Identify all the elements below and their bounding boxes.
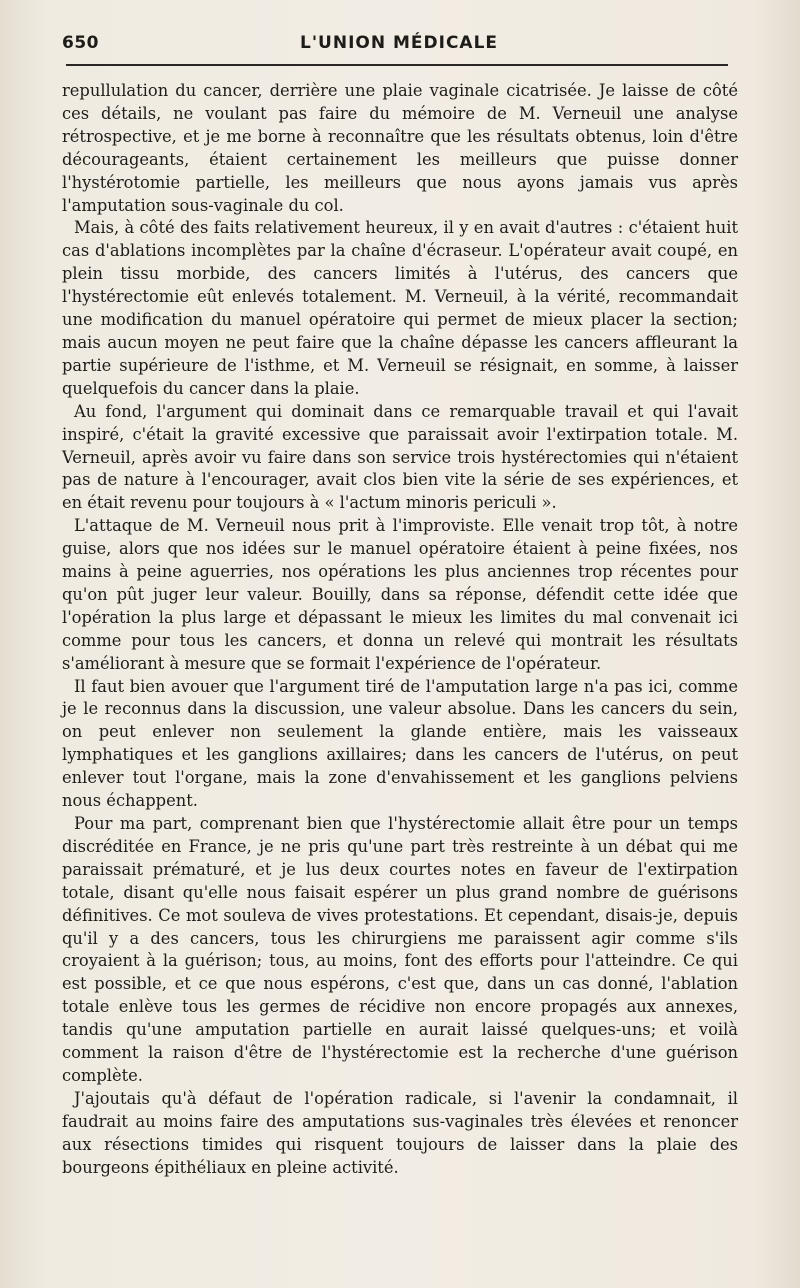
paragraph: repullulation du cancer, derrière une plaie vaginale cicatrisée. Je laisse de côté ces détails, ne voulant pas faire du mémoire de M. Verneuil une analyse rétrospective, et je me borne à reconnaître que les résultats obtenus, loin d'être décourageants, étaient certainement les meilleurs que puisse donner l'hystérotomie partielle, les meilleurs que nous ayons jamais vus après l'amputation sous-vaginale du col. bbox=[62, 81, 738, 215]
paragraph: Pour ma part, comprenant bien que l'hystérectomie allait être pour un temps discréditée en France, je ne pris qu'une part très restreinte à un débat qui me paraissait prématuré, et je lus deux courtes notes en faveur de l'extirpation totale, disant qu'elle nous faisait espérer un plus grand nombre de guérisons définitives. Ce mot souleva de vives protestations. Et cependant, disais-je, depuis qu'il y a des cancers, tous les chirurgiens me paraissent agir comme s'ils croyaient à la guérison; tous, au moins, font des efforts pour l'atteindre. Ce qui est possible, et ce que nous espérons, c'est que, dans un cas donné, l'ablation totale enlève tous les germes de récidive non encore propagés aux annexes, tandis qu'une amputation partielle en aurait laissé quelques-uns; et voilà comment la raison d'être de l'hystérectomie est la recherche d'une guérison complète. bbox=[62, 814, 738, 1085]
article-body bbox=[62, 80, 738, 1180]
paragraph: Au fond, l'argument qui dominait dans ce remarquable travail et qui l'avait inspiré, c'était la gravité excessive que paraissait avoir l'extirpation totale. M. Verneuil, après avoir vu faire dans son service trois hystérectomies qui n'étaient pas de nature à l'encourager, avait clos bien vite la série de ses expériences, et en était revenu pour toujours à « l'actum minoris periculi ». bbox=[62, 401, 738, 513]
paragraph: J'ajoutais qu'à défaut de l'opération radicale, si l'avenir la condamnait, il faudrait au moins faire des amputations sus-vaginales très élevées et renoncer aux résections timides qui risquent toujours de laisser dans la plaie des bourgeons épithéliaux en pleine activité. bbox=[62, 1088, 738, 1177]
journal-title: L'UNION MÉDICALE bbox=[300, 33, 499, 53]
page-header bbox=[62, 33, 730, 55]
paragraph: L'attaque de M. Verneuil nous prit à l'improviste. Elle venait trop tôt, à notre guise, alors que nos idées sur le manuel opératoire étaient à peine fixées, nos mains à peine aguerries, nos opérations les plus anciennes trop récentes pour qu'on pût juger leur valeur. Bouilly, dans sa réponse, défendit cette idée que l'opération la plus large et dépassant le mieux les limites du mal convenait ici comme pour tous les cancers, et donna un relevé qui montrait les résultats s'améliorant à mesure que se formait l'expérience de l'opérateur. bbox=[62, 516, 738, 673]
page-number: 650 bbox=[62, 33, 99, 53]
paragraph: Mais, à côté des faits relativement heureux, il y en avait d'autres : c'étaient huit cas d'ablations incomplètes par la chaîne d'écraseur. L'opérateur avait coupé, en plein tissu morbide, des cancers limités à l'utérus, des cancers que l'hystérectomie eût enlevés totalement. M. Verneuil, à la vérité, recommandait une modification du manuel opératoire qui permet de mieux placer la section; mais aucun moyen ne peut faire que la chaîne dépasse les cancers affleurant la partie supérieure de l'isthme, et M. Verneuil se résignait, en somme, à laisser quelquefois du cancer dans la plaie. bbox=[62, 218, 738, 398]
paragraph: Il faut bien avouer que l'argument tiré de l'amputation large n'a pas ici, comme je le reconnus dans la discussion, une valeur absolue. Dans les cancers du sein, on peut enlever non seulement la glande entière, mais les vaisseaux lymphatiques et les ganglions axillaires; dans les cancers de l'utérus, on peut enlever tout l'organe, mais la zone d'envahissement et les ganglions pelviens nous échappent. bbox=[62, 676, 738, 811]
header-rule bbox=[66, 64, 728, 66]
